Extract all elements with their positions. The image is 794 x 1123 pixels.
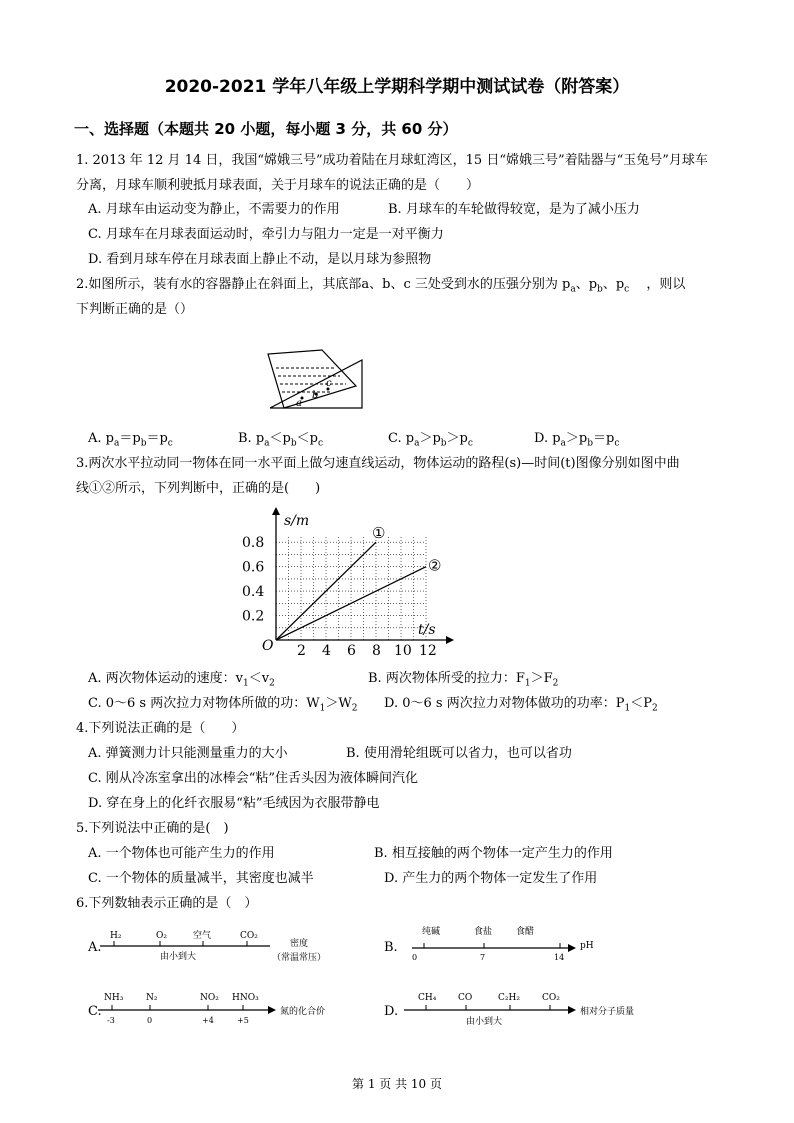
q4-option-d: D. 穿在身上的化纤衣服易“粘”毛绒因为衣服带静电	[88, 796, 380, 811]
b-num-0: 0	[412, 953, 418, 962]
d-item-ch4: CH₄	[418, 993, 437, 1003]
q6-stem: 6.下列数轴表示正确的是（ ）	[76, 896, 258, 911]
q6-number-line-b	[402, 924, 602, 964]
q2-option-a: A. $p_a=p_b=p_c$	[88, 431, 173, 449]
q5-option-c: C. 一个物体的质量减半，其密度也减半	[88, 871, 314, 886]
a-item-o2: O₂	[156, 931, 167, 941]
q2-option-d: D. $p_a>p_b=p_c$	[534, 431, 620, 449]
q6-option-b-label: B.	[384, 940, 398, 955]
point-b-label: b	[312, 390, 319, 401]
q1-option-d: D. 看到月球车停在月球表面上静止不动，是以月球为参照物	[88, 252, 432, 267]
q3-option-b: B. 两次物体所受的拉力：$F_1>F_2$	[368, 671, 559, 689]
b-num-7: 7	[480, 953, 486, 962]
q1-option-a: A. 月球车由运动变为静止，不需要力的作用	[88, 202, 340, 217]
c-num-p5: +5	[237, 1016, 249, 1025]
y-tick-label: 0.6	[242, 559, 265, 576]
x-tick-label: 10	[394, 643, 412, 659]
c-item-no2: NO₂	[200, 993, 219, 1003]
a-axis-label: 密度	[290, 939, 309, 949]
q1-stem-line1: 1. 2013 年 12 月 14 日，我国“嫦娥三号”成功着陆在月球虹湾区，15 日“嫦娥三号”着陆器与“玉兔号”月球车	[76, 153, 708, 168]
d-item-co: CO	[458, 993, 473, 1003]
y-tick-label: 0.8	[242, 535, 265, 552]
a-item-air: 空气	[193, 931, 212, 941]
c-num-m3: -3	[107, 1016, 115, 1025]
d-item-c2h2: C₂H₂	[498, 993, 520, 1003]
x-tick-label: 2	[297, 643, 306, 659]
q4-option-c: C. 刚从冷冻室拿出的冰棒会“粘”住舌头因为液体瞬间汽化	[88, 771, 419, 786]
q4-option-a: A. 弹簧测力计只能测量重力的大小	[88, 746, 288, 761]
a-axis-note: （常温常压）	[272, 953, 327, 963]
point-a-label: a	[296, 398, 302, 409]
y-tick-label: 0.4	[242, 584, 265, 601]
c-num-0: 0	[147, 1016, 153, 1025]
q2-option-b: B. $p_a<p_b<p_c$	[238, 431, 323, 449]
q1-option-b: B. 月球车的车轮做得较宽，是为了减小压力	[388, 202, 640, 217]
q1-option-c: C. 月球车在月球表面运动时，牵引力与阻力一定是一对平衡力	[88, 227, 444, 242]
series-label-2: ②	[428, 556, 442, 575]
b-item-vinegar: 食醋	[516, 927, 535, 937]
q3-option-c: C. 0～6 s 两次拉力对物体所做的功：$W_1>W_2$	[88, 696, 358, 714]
x-tick-label: 12	[419, 643, 437, 659]
d-direction: 由小到大	[466, 1017, 503, 1027]
b-axis-label: pH	[580, 941, 594, 951]
s-t-chart	[238, 505, 458, 660]
c-num-p4: +4	[202, 1016, 214, 1025]
q4-stem: 4.下列说法正确的是（ ）	[76, 721, 245, 736]
q3-option-a: A. 两次物体运动的速度：$v_1<v_2$	[88, 671, 275, 689]
origin-label: O	[262, 638, 274, 654]
a-item-co2: CO₂	[240, 931, 258, 941]
page-footer: 第 1 页 共 10 页	[352, 1077, 442, 1091]
series-line-2	[276, 567, 426, 640]
q3-stem-line2: 线①②所示，下列判断中，正确的是( )	[76, 481, 321, 496]
a-item-h2: H₂	[110, 931, 122, 941]
q6-option-a-label: A.	[88, 940, 102, 955]
y-axis-arrow	[272, 507, 280, 515]
x-axis-label: t/s	[418, 622, 436, 638]
q2-stem-line2: 下判断正确的是（）	[76, 302, 194, 317]
q4-option-b: B. 使用滑轮组既可以省力，也可以省功	[346, 746, 572, 761]
c-item-n2: N₂	[146, 993, 158, 1003]
c-axis-label: 氮的化合价	[280, 1007, 326, 1017]
q6-option-c-label: C.	[88, 1004, 102, 1019]
q5-stem: 5.下列说法中正确的是( )	[76, 821, 229, 836]
x-tick-label: 8	[372, 643, 381, 659]
b-num-14: 14	[554, 953, 565, 962]
a-direction: 由小到大	[160, 952, 197, 962]
q2-option-c: C. $p_a>p_b>p_c$	[388, 431, 473, 449]
page-title: 2020-2021 学年八年级上学期科学期中测试试卷（附答案）	[164, 77, 630, 97]
x-tick-label: 6	[347, 643, 356, 659]
q6-number-line-c	[98, 986, 348, 1030]
c-item-hno3: HNO₃	[232, 993, 259, 1003]
q5-option-b: B. 相互接触的两个物体一定产生力的作用	[374, 846, 613, 861]
q6-option-d-label: D.	[384, 1004, 399, 1019]
c-item-nh3: NH₃	[104, 993, 124, 1003]
q3-stem-line1: 3.两次水平拉动同一物体在同一水平面上做匀速直线运动，物体运动的路程(s)—时间(t)图像分别如图中曲	[76, 456, 680, 471]
q5-option-a: A. 一个物体也可能产生力的作用	[88, 846, 275, 861]
y-tick-label: 0.2	[242, 608, 265, 625]
x-axis-arrow	[446, 636, 454, 644]
y-axis-label: s/m	[284, 513, 310, 529]
q2-stem-line1: 2.如图所示，装有水的容器静止在斜面上，其底部a、b、c 三处受到水的压强分别为 $p_a$、$p_b$、$p_c$ ，则以	[76, 277, 686, 295]
d-axis-label: 相对分子质量	[580, 1007, 635, 1017]
series-label-1: ①	[372, 524, 386, 543]
q6-number-line-d	[400, 984, 640, 1028]
q1-stem-line2: 分离，月球车顺利驶抵月球表面，关于月球车的说法正确的是（ ）	[76, 178, 480, 193]
q3-option-d: D. 0～6 s 两次拉力对物体做功的功率：$P_1<P_2$	[384, 696, 658, 714]
d-item-co2: CO₂	[542, 993, 560, 1003]
x-tick-label: 4	[322, 643, 331, 659]
b-item-salt: 食盐	[474, 927, 493, 937]
section-heading: 一、选择题（本题共 20 小题，每小题 3 分，共 60 分）	[74, 120, 458, 138]
q5-option-d: D. 产生力的两个物体一定发生了作用	[384, 871, 598, 886]
b-item-soda: 纯碱	[422, 927, 441, 937]
q2-figure-container-on-slope	[262, 346, 372, 410]
point-c-label: c	[326, 378, 332, 389]
q6-number-line-a	[100, 924, 330, 972]
